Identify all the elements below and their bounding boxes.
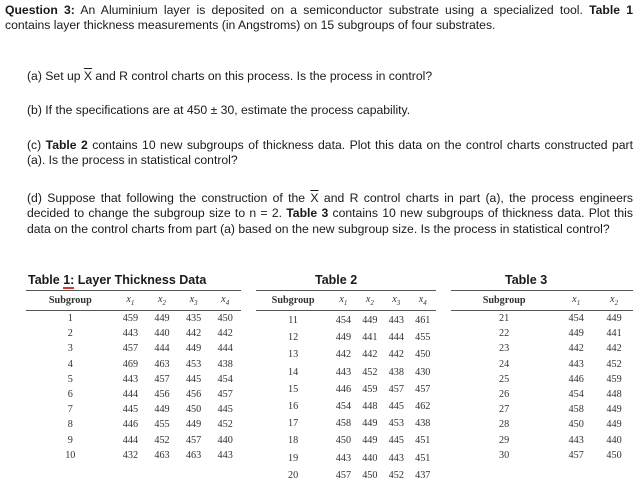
value-cell: 450 [415, 349, 431, 361]
value-cell: 452 [154, 434, 170, 446]
value-cell: 430 [415, 366, 431, 378]
subgroup-cell: 26 [499, 389, 510, 401]
value-cell: 451 [415, 452, 431, 464]
column-header-x4: $x_4$ [410, 291, 437, 311]
subgroup-cell: 8 [67, 419, 73, 431]
column-header-subgroup: Subgroup [451, 291, 557, 311]
value-cell: 449 [362, 418, 378, 430]
table-row [256, 397, 436, 414]
value-cell: 443 [217, 449, 233, 461]
column-header-x4: $x_4$ [209, 291, 241, 311]
value-cell: 458 [335, 418, 352, 430]
table-row [451, 387, 633, 402]
table-row [26, 417, 241, 432]
table2 [256, 290, 436, 483]
subgroup-cell: 30 [499, 449, 510, 461]
column-header-x2: $x_2$ [357, 291, 383, 311]
xbar-symbol: $\overline{X}$ [83, 69, 93, 83]
value-cell: 443 [388, 315, 404, 327]
table-row [26, 341, 241, 356]
column-header-subgroup: Subgroup [256, 291, 330, 311]
value-cell: 443 [122, 328, 139, 340]
subgroup-cell: 25 [499, 373, 510, 385]
table-row [26, 326, 241, 341]
value-cell: 453 [185, 358, 202, 370]
column-header-x2: $x_2$ [146, 291, 178, 311]
value-cell: 455 [415, 332, 431, 344]
value-cell: 450 [217, 313, 233, 325]
value-cell: 449 [606, 419, 622, 431]
column-header-x3: $x_3$ [178, 291, 210, 311]
value-cell: 440 [217, 434, 233, 446]
value-cell: 452 [606, 358, 622, 370]
value-cell: 454 [217, 373, 233, 385]
value-cell: 456 [185, 389, 202, 401]
value-cell: 449 [568, 328, 584, 340]
value-cell: 442 [568, 343, 584, 355]
value-cell: 454 [568, 389, 584, 401]
subgroup-cell: 12 [288, 332, 299, 344]
part-c-table-ref: Table 2 [45, 138, 88, 152]
value-cell: 444 [122, 389, 139, 401]
value-cell: 442 [217, 328, 233, 340]
value-cell: 450 [185, 404, 202, 416]
table-row [451, 341, 633, 356]
subgroup-cell: 21 [499, 313, 510, 325]
value-cell: 438 [415, 418, 431, 430]
subgroup-cell: 19 [288, 452, 299, 464]
value-cell: 444 [217, 343, 233, 355]
value-cell: 446 [335, 383, 352, 395]
value-cell: 449 [606, 313, 622, 325]
value-cell: 469 [122, 358, 139, 370]
subgroup-cell: 29 [499, 434, 510, 446]
intro-text-2: contains layer thickness measurements (in Angstroms) on 15 subgroups of four substrates. [5, 18, 496, 33]
value-cell: 442 [606, 343, 622, 355]
value-cell: 443 [335, 452, 352, 464]
value-cell: 444 [388, 332, 404, 344]
value-cell: 435 [185, 313, 202, 325]
value-cell: 463 [154, 358, 170, 370]
subgroup-cell: 2 [67, 328, 73, 340]
value-cell: 452 [362, 366, 378, 378]
value-cell: 449 [185, 419, 202, 431]
part-d-table-ref: Table 3 [286, 206, 329, 221]
table-row [451, 357, 633, 372]
value-cell: 457 [388, 383, 404, 395]
column-header-x1: $x_1$ [115, 291, 147, 311]
value-cell: 454 [335, 401, 352, 413]
column-header-x1: $x_1$ [557, 291, 595, 311]
subgroup-cell: 24 [499, 358, 510, 370]
value-cell: 449 [362, 435, 378, 447]
value-cell: 448 [362, 401, 378, 413]
value-cell: 457 [154, 373, 170, 385]
value-cell: 459 [362, 383, 378, 395]
value-cell: 462 [415, 401, 431, 413]
xbar-symbol: $\overline{X}$ [310, 191, 319, 205]
value-cell: 442 [362, 349, 378, 361]
column-header-x1: $x_1$ [330, 291, 356, 311]
table3-title: Table 3 [505, 273, 548, 287]
value-cell: 440 [606, 434, 622, 446]
value-cell: 449 [335, 332, 352, 344]
table-row [451, 448, 633, 463]
value-cell: 452 [388, 469, 404, 481]
intro-table-ref: Table 1 [589, 3, 633, 17]
column-header-x3: $x_3$ [383, 291, 409, 311]
value-cell: 438 [217, 358, 233, 370]
value-cell: 445 [122, 404, 139, 416]
column-header-x2: $x_2$ [595, 291, 633, 311]
table-row [451, 326, 633, 341]
subgroup-cell: 17 [288, 418, 299, 430]
value-cell: 451 [415, 435, 431, 447]
subgroup-cell: 13 [288, 349, 299, 361]
value-cell: 445 [388, 435, 404, 447]
subgroup-cell: 16 [288, 401, 299, 413]
value-cell: 454 [335, 315, 352, 327]
part-c: (c) Table 2 contains 10 new subgroups of thickness data. Plot this data on the control charts constructed part (a). Is the process in statistical control? [27, 138, 633, 168]
value-cell: 438 [388, 366, 404, 378]
value-cell: 454 [568, 313, 584, 325]
value-cell: 450 [568, 419, 584, 431]
subgroup-cell: 10 [65, 449, 76, 461]
value-cell: 458 [568, 404, 584, 416]
value-cell: 445 [388, 401, 404, 413]
value-cell: 446 [568, 373, 584, 385]
table-row [451, 417, 633, 432]
table-row [26, 433, 241, 448]
table-row [256, 328, 436, 345]
subgroup-cell: 9 [67, 434, 73, 446]
value-cell: 449 [154, 404, 170, 416]
value-cell: 443 [568, 358, 584, 370]
value-cell: 445 [217, 404, 233, 416]
value-cell: 441 [606, 328, 622, 340]
subgroup-cell: 5 [67, 373, 73, 385]
table-row [26, 448, 241, 463]
value-cell: 450 [335, 435, 352, 447]
value-cell: 453 [388, 418, 404, 430]
value-cell: 449 [606, 404, 622, 416]
subgroup-cell: 11 [288, 315, 298, 327]
subgroup-cell: 6 [67, 389, 73, 401]
subgroup-cell: 18 [288, 435, 299, 447]
value-cell: 432 [122, 449, 139, 461]
value-cell: 457 [122, 343, 139, 355]
table-row [256, 363, 436, 380]
value-cell: 437 [415, 469, 431, 481]
table-row [256, 345, 436, 362]
question-intro [5, 3, 633, 34]
value-cell: 461 [415, 315, 431, 327]
table-row [26, 311, 241, 327]
value-cell: 443 [122, 373, 139, 385]
value-cell: 450 [362, 469, 378, 481]
table-row [451, 433, 633, 448]
subgroup-cell: 1 [67, 313, 73, 325]
value-cell: 457 [568, 449, 584, 461]
value-cell: 457 [185, 434, 202, 446]
value-cell: 450 [606, 449, 622, 461]
table1 [26, 290, 241, 463]
value-cell: 452 [217, 419, 233, 431]
table1-title: Table 1: Layer Thickness Data [28, 273, 207, 287]
value-cell: 443 [335, 366, 352, 378]
value-cell: 457 [415, 383, 431, 395]
subgroup-cell: 7 [67, 404, 73, 416]
value-cell: 444 [122, 434, 139, 446]
subgroup-cell: 22 [499, 328, 510, 340]
value-cell: 442 [335, 349, 352, 361]
table-row [256, 431, 436, 448]
question-label: Question 3: [5, 3, 75, 17]
value-cell: 443 [568, 434, 584, 446]
table-row [256, 414, 436, 431]
table-row [26, 387, 241, 402]
value-cell: 440 [362, 452, 378, 464]
value-cell: 446 [122, 419, 139, 431]
part-d: (d) Suppose that following the construction of the $\overline{X}$ and R control charts in part (a), the process engineers decided to change the subgroup size to n = 2. Table 3 contains 10 new subgroups of thickness data. Plot this data on the control charts from part (a) based on the new subgroup size. Is the process in statistical control? [27, 191, 633, 236]
value-cell: 448 [606, 389, 622, 401]
subgroup-cell: 28 [499, 419, 510, 431]
table-row [26, 372, 241, 387]
table-row [26, 357, 241, 372]
value-cell: 445 [185, 373, 202, 385]
subgroup-cell: 20 [288, 469, 299, 481]
value-cell: 463 [154, 449, 170, 461]
value-cell: 440 [154, 328, 170, 340]
subgroup-cell: 27 [499, 404, 510, 416]
subgroup-cell: 3 [67, 343, 73, 355]
column-header-subgroup: Subgroup [26, 291, 115, 311]
value-cell: 459 [122, 313, 139, 325]
value-cell: 457 [335, 469, 352, 481]
value-cell: 442 [388, 349, 404, 361]
subgroup-cell: 14 [288, 366, 299, 378]
value-cell: 442 [185, 328, 202, 340]
part-b: (b) If the specifications are at 450 ± 30, estimate the process capability. [27, 103, 411, 117]
table3 [451, 290, 633, 463]
value-cell: 449 [362, 315, 378, 327]
table-row [256, 311, 436, 329]
value-cell: 457 [217, 389, 233, 401]
value-cell: 449 [185, 343, 202, 355]
table-row [451, 372, 633, 387]
subgroup-cell: 4 [67, 358, 73, 370]
value-cell: 455 [154, 419, 170, 431]
value-cell: 463 [185, 449, 202, 461]
value-cell: 444 [154, 343, 170, 355]
value-cell: 449 [154, 313, 170, 325]
table-row [256, 380, 436, 397]
value-cell: 456 [154, 389, 170, 401]
table-row [256, 466, 436, 483]
value-cell: 459 [606, 373, 622, 385]
table2-title: Table 2 [315, 273, 358, 287]
value-cell: 441 [362, 332, 378, 344]
intro-text-1: An Aluminium layer is deposited on a semiconductor substrate using a specialized tool. [74, 3, 590, 17]
table-row [451, 402, 633, 417]
part-a: (a) Set up $\overline{X}$ and R control charts on this process. Is the process in control? [27, 69, 433, 83]
value-cell: 443 [388, 452, 404, 464]
table-row [451, 311, 633, 327]
subgroup-cell: 23 [499, 343, 510, 355]
subgroup-cell: 15 [288, 383, 299, 395]
table-row [256, 449, 436, 466]
table-row [26, 402, 241, 417]
